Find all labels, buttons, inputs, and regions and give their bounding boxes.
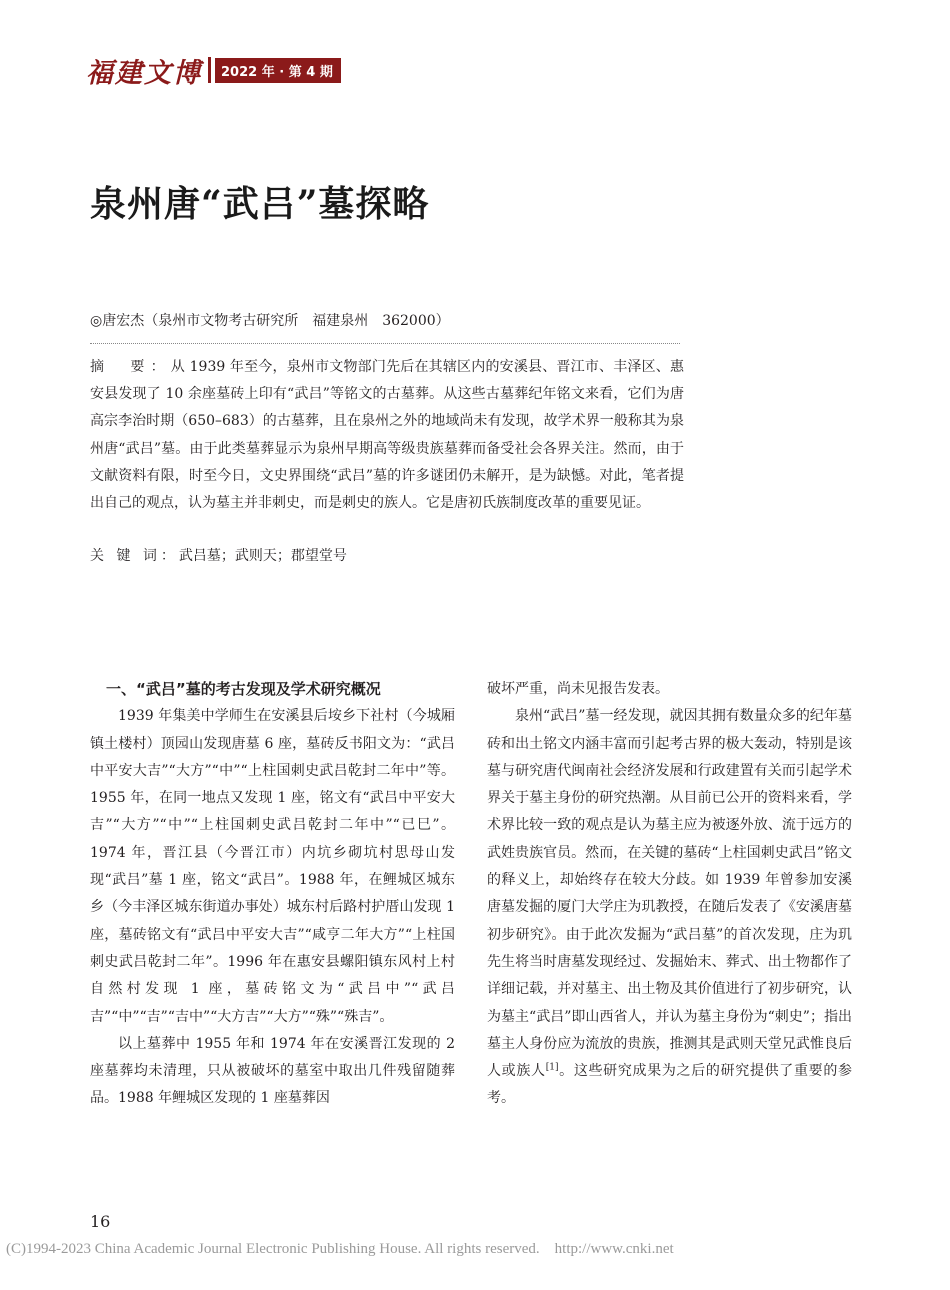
body-column-left [90, 676, 455, 1113]
paragraph-text-end: 。这些研究成果为之后的研究提供了重要的参考。 [487, 1063, 853, 1107]
issue-badge [215, 58, 341, 83]
abstract-text: 从 1939 年至今，泉州市文物部门先后在其辖区内的安溪县、晋江市、丰泽区、惠安县发现了 10 余座墓砖上印有“武吕”等铭文的古墓葬。从这些古墓葬纪年铭文来看，它们为唐高宗李治时期（650–683）的古墓葬，且在泉州之外的地域尚未有发现，故学术界一般称其为泉州唐“武吕”墓。由于此类墓葬显示为泉州早期高等级贵族墓葬而备受社会各界关注。然而，由于文献资料有限，时至今日，文史界围绕“武吕”墓的许多谜团仍未解开，是为缺憾。对此，笔者提出自己的观点，认为墓主并非刺史，而是刺史的族人。它是唐初氏族制度改革的重要见证。 [90, 359, 685, 512]
dotted-divider [90, 343, 680, 344]
section-heading: 一、“武吕”墓的考古发现及学术研究概况 [106, 680, 381, 698]
journal-header [86, 52, 341, 88]
issue-dot: · [279, 64, 289, 80]
body-column-right [487, 676, 852, 1113]
issue-number: 第 4 期 [288, 64, 333, 80]
body-paragraph: 以上墓葬中 1955 年和 1974 年在安溪晋江发现的 2 座墓葬均未清理，只从被破坏的墓室中取出几件残留随葬品。1988 年鲤城区发现的 1 座墓葬因 [90, 1035, 455, 1107]
header-divider [208, 57, 211, 83]
body-paragraph [487, 703, 852, 1112]
paragraph-text: 泉州“武吕”墓一经发现，就因其拥有数量众多的纪年墓砖和出土铭文内涵丰富而引起考古界的极大轰动，特别是该墓与研究唐代闽南社会经济发展和行政建置有关而引起学术界关于墓主身份的研究热潮。从目前已公开的资料来看，学术界比较一致的观点是认为墓主应为被逐外放、流于远方的武姓贵族官员。然而，在关键的墓砖“上柱国刺史武吕”铭文的释义上，却始终存在较大分歧。如 1939 年曾参加安溪唐墓发掘的厦门大学庄为玑教授，在随后发表了《安溪唐墓初步研究》。由于此次发掘为“武吕墓”的首次发现，庄为玑先生将当时唐墓发现经过、发掘始末、葬式、出土物都作了详细记载，并对墓主、出土物及其价值进行了初步研究，认为墓主“武吕”即山西省人，并认为墓主身份为“刺史”；指出墓主人身份应为流放的贵族，推测其是武则天堂兄武惟良后人或族人 [487, 708, 852, 1080]
body-paragraph-continuation: 破坏严重，尚未见报告发表。 [487, 681, 669, 697]
author-line: ◎唐宏杰（泉州市文物考古研究所 福建泉州 362000） [90, 313, 450, 329]
body-paragraph: 1939 年集美中学师生在安溪县后垵乡下社村（今城厢镇土楼村）顶园山发现唐墓 6 座，墓砖反书阳文为：“武吕中平安大吉”“大方”“中”“上柱国刺史武吕乾封二年中”等。1955 年，在同一地点又发现 1 座，铭文有“武吕中平安大吉”“大方”“中”“上柱国刺史武吕乾封二年中”“已巳”。1974 年，晋江县（今晋江市）内坑乡砌坑村思母山发现“武吕”墓 1 座，铭文“武吕”。1988 年，在鲤城区城东乡（今丰泽区城东街道办事处）城东村后路村护厝山发现 1 座，墓砖铭文有“武吕中平安大吉”“咸亨二年大方”“上柱国刺史武吕乾封二年”。1996 年在惠安县螺阳镇东风村上村自然村发现 1 座，墓砖铭文为“武吕中”“武吕吉”“中”“吉”“吉中”“大方吉”“大方”“殊”“殊吉”。 [90, 708, 455, 1025]
keywords-label: 关 键 词： [90, 548, 179, 564]
page-number: 16 [90, 1212, 111, 1231]
issue-year: 2022 年 [221, 64, 275, 80]
keywords-text: 武吕墓；武则天；郡望堂号 [178, 548, 347, 564]
citation-ref[interactable]: [1] [545, 1062, 559, 1073]
copyright-watermark: (C)1994-2023 China Academic Journal Electronic Publishing House. All rights reserved. http://www.cnki.net [6, 1241, 674, 1257]
abstract [90, 354, 684, 517]
journal-logo: 福建文博 [86, 57, 202, 89]
keywords [90, 543, 347, 570]
abstract-label: 摘 要： [90, 359, 171, 375]
article-title: 泉州唐“武吕”墓探略 [90, 183, 430, 225]
